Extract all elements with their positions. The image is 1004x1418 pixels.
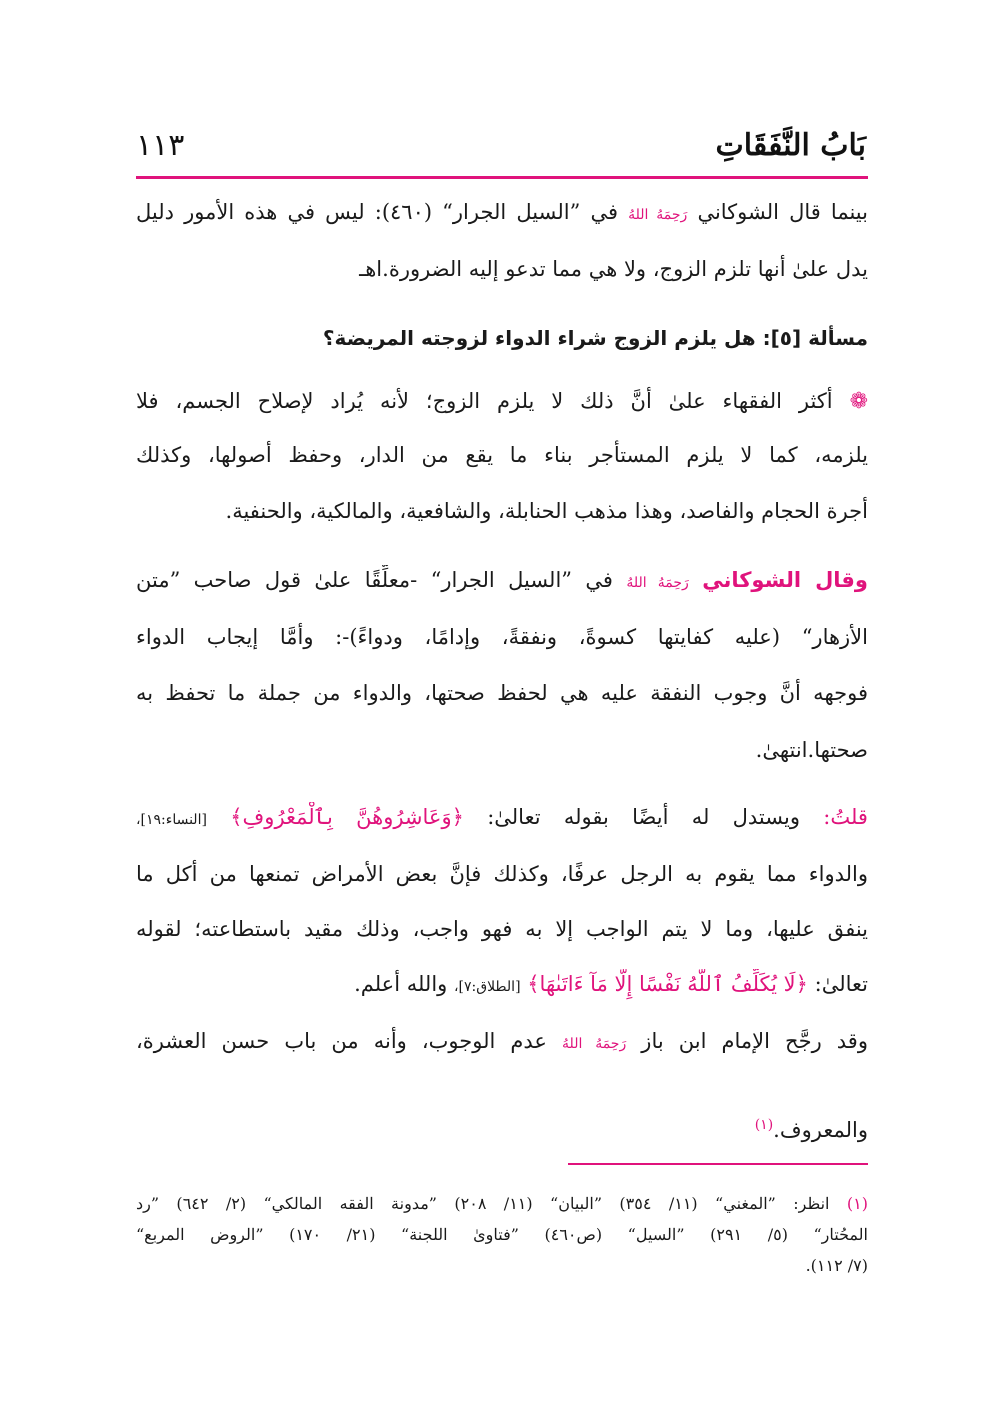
text-line-9: صحتها.انتهىٰ. [755, 738, 868, 762]
text-line-11: والدواء مما يقوم به الرجل عرفًا، وكذلك فإنَّ بعض الأمراض تمنعها من أكل ما [136, 862, 868, 886]
quoted-author: وقال الشوكاني [702, 568, 868, 592]
text-line-4: يلزمه، كما لا يلزم المستأجر بناء ما يقع من الدار، وحفظ أصولها، وكذلك [136, 443, 868, 467]
text-line-5: أجرة الحجام والفاصد، وهذا مذهب الحنابلة، والشافعية، والمالكية، والحنفية. [225, 499, 868, 523]
flower-ornament-icon: ❁ [849, 389, 868, 414]
footnote-text-1: انظر: ”المغني“ (١١/ ٣٥٤) ”البيان“ (١١/ ٢٠٨) ”مدونة الفقه المالكي“ (٢/ ٦٤٢) ”رد [136, 1194, 830, 1213]
text-line-8: فوجهه أنَّ وجوب النفقة عليه هي لحفظ صحتها، والدواء من جملة ما تحفظ به [136, 681, 868, 705]
page-number: ١١٣ [136, 128, 185, 163]
honorific: رَحِمَهُ اللهُ [562, 1036, 627, 1052]
line-6-text: في ”السيل الجرار“ -معلِّقًا علىٰ قول صاحب ”متن [136, 568, 613, 592]
text-line-14 [136, 1026, 868, 1059]
section-heading [136, 323, 868, 353]
chapter-title: بَابُ النَّفَقَاتِ [715, 128, 866, 163]
footnote-ref[interactable]: (١) [754, 1117, 774, 1133]
verse-reference: [الطلاق:٧]، [453, 979, 521, 995]
text-line-1 [136, 197, 868, 230]
text-line-15 [136, 1110, 868, 1145]
line-13-text: تعالىٰ: [814, 972, 868, 996]
verse-reference: [النساء:١٩]، [136, 812, 207, 828]
line-13-end: والله أعلم. [354, 972, 448, 996]
heading-label: مسألة [٥]: [762, 326, 868, 350]
line-10-text: ويستدل له أيضًا بقوله تعالىٰ: [487, 805, 800, 829]
footnote-line-1 [136, 1190, 868, 1218]
line-1-text-b: في ”السيل الجرار“ (٤٦٠): ليس في هذه الأمور دليل [136, 200, 618, 224]
line-14-text-a: وقد رجَّح الإمام ابن باز [641, 1029, 868, 1053]
text-line-3 [136, 386, 868, 417]
text-line-12: ينفق عليها، وما لا يتم الواجب إلا به فهو واجب، وذلك مقيد باستطاعته؛ لقوله [136, 917, 868, 941]
footnote-marker: (١) [846, 1194, 868, 1213]
footnote-divider [568, 1163, 868, 1165]
qult-label: قلتُ: [823, 805, 868, 829]
text-line-10 [136, 802, 868, 835]
quran-verse: ﴿وَعَاشِرُوهُنَّ بِٱلْمَعْرُوفِ﴾ [230, 805, 464, 829]
text-line-7: الأزهار“ (عليه كفايتها كسوةً، ونفقةً، وإدامًا، ودواءً)-: وأمَّا إيجاب الدواء [136, 625, 868, 649]
quran-verse: ﴿لَا يُكَلِّفُ ٱللَّهُ نَفْسًا إِلَّا مَآ ءَاتَىٰهَا﴾ [527, 972, 808, 996]
honorific: رَحِمَهُ اللهُ [626, 575, 689, 591]
text-line-2: يدل علىٰ أنها تلزم الزوج، ولا هي مما تدعو إليه الضرورة.اهـ [359, 257, 868, 281]
line-15-text: والمعروف. [773, 1118, 868, 1142]
text-line-13 [136, 969, 868, 1002]
line-14-text-b: عدم الوجوب، وأنه من باب حسن العشرة، [136, 1029, 547, 1053]
text-line-6 [136, 565, 868, 598]
honorific: رَحِمَهُ اللهُ [628, 207, 688, 223]
footnote-line-3: (٧/ ١١٢). [805, 1256, 868, 1275]
line-1-text-a: بينما قال الشوكاني [697, 200, 868, 224]
header-divider [136, 176, 868, 179]
line-3-text: أكثر الفقهاء علىٰ أنَّ ذلك لا يلزم الزوج؛ لأنه يُراد لإصلاح الجسم، فلا [136, 389, 833, 413]
footnote-line-2: المحُتار“ (٥/ ٢٩١) ”السيل“ (ص٤٦٠) ”فتاوىٰ اللجنة“ (٢١/ ١٧٠) ”الروض المربع“ [136, 1225, 868, 1244]
heading-text: هل يلزم الزوج شراء الدواء لزوجته المريضة؟ [322, 326, 756, 350]
